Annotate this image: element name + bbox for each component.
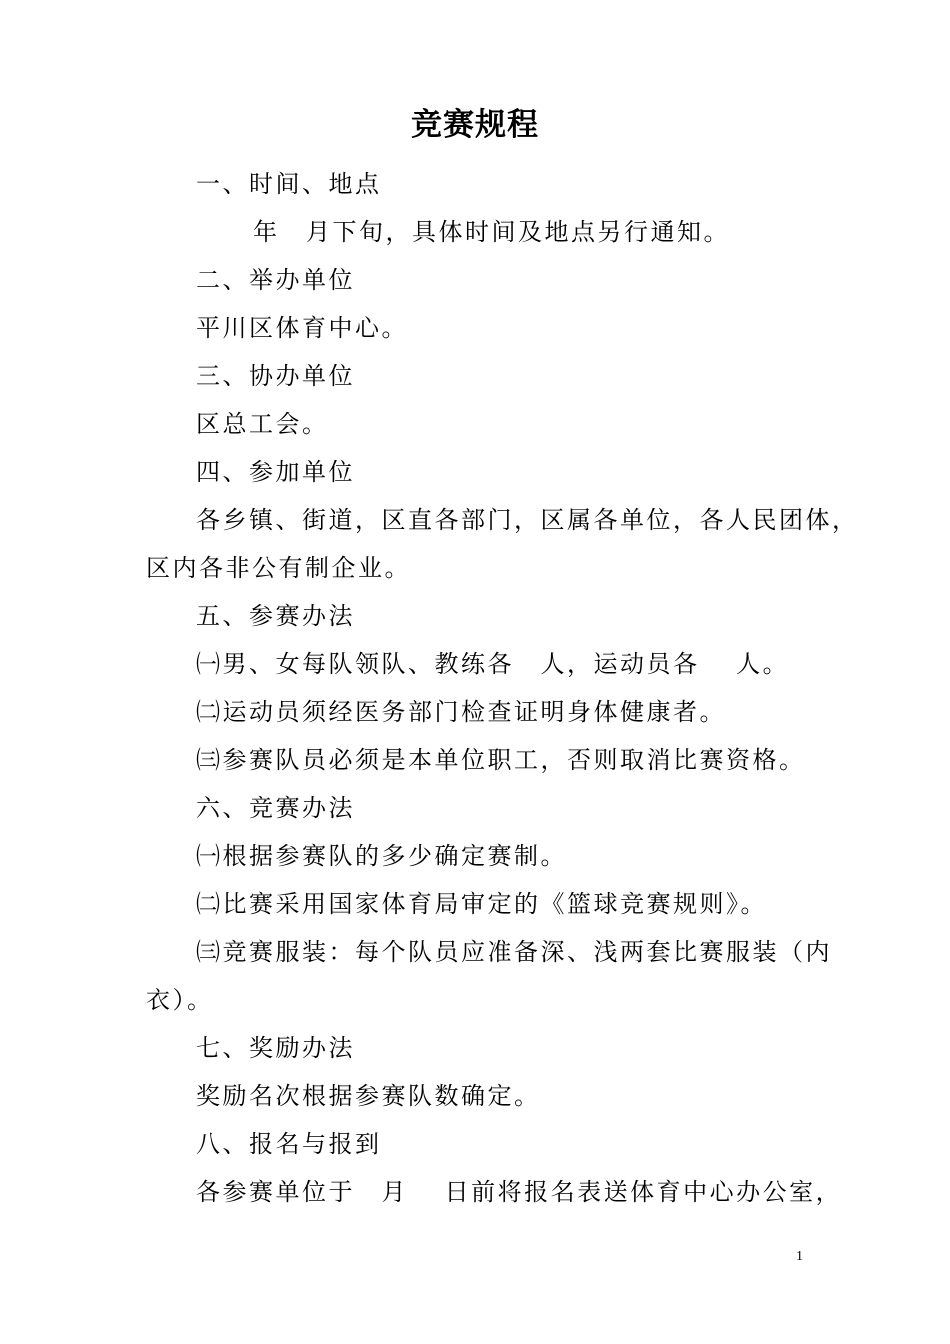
section-heading-registration: 八、报名与报到 — [196, 1130, 382, 1158]
section-heading-organizer: 二、举办单位 — [196, 266, 355, 294]
section-heading-time-place: 一、时间、地点 — [196, 170, 382, 198]
list-item-competition-3: ㈢竞赛服装：每个队员应准备深、浅两套比赛服装（内 — [196, 938, 832, 966]
paragraph-awards: 奖励名次根据参赛队数确定。 — [196, 1082, 541, 1110]
page-number: 1 — [796, 1249, 803, 1264]
list-item-entry-3: ㈢参赛队员必须是本单位职工，否则取消比赛资格。 — [196, 746, 806, 774]
list-item-competition-1: ㈠根据参赛队的多少确定赛制。 — [196, 842, 567, 870]
section-heading-entry-rules: 五、参赛办法 — [196, 602, 355, 630]
paragraph-participants: 各乡镇、街道，区直各部门，区属各单位，各人民团体， — [196, 506, 859, 534]
list-item-competition-2: ㈡比赛采用国家体育局审定的《篮球竞赛规则》。 — [196, 890, 767, 918]
paragraph-registration: 各参赛单位于 月 日前将报名表送体育中心办公室， — [196, 1178, 843, 1206]
list-item-competition-3-cont: 衣）。 — [146, 986, 214, 1014]
section-heading-awards: 七、奖励办法 — [196, 1034, 355, 1062]
section-heading-co-organizer: 三、协办单位 — [196, 362, 355, 390]
paragraph-co-organizer: 区总工会。 — [196, 410, 329, 438]
section-heading-participants: 四、参加单位 — [196, 458, 355, 486]
document-title: 竞赛规程 — [411, 107, 539, 143]
paragraph-organizer: 平川区体育中心。 — [196, 314, 408, 342]
paragraph-time-place: 年 月下旬，具体时间及地点另行通知。 — [253, 218, 730, 246]
paragraph-participants-cont: 区内各非公有制企业。 — [146, 554, 411, 582]
list-item-entry-1: ㈠男、女每队领队、教练各 人，运动员各 人。 — [196, 650, 790, 678]
list-item-entry-2: ㈡运动员须经医务部门检查证明身体健康者。 — [196, 698, 726, 726]
section-heading-competition: 六、竞赛办法 — [196, 794, 355, 822]
